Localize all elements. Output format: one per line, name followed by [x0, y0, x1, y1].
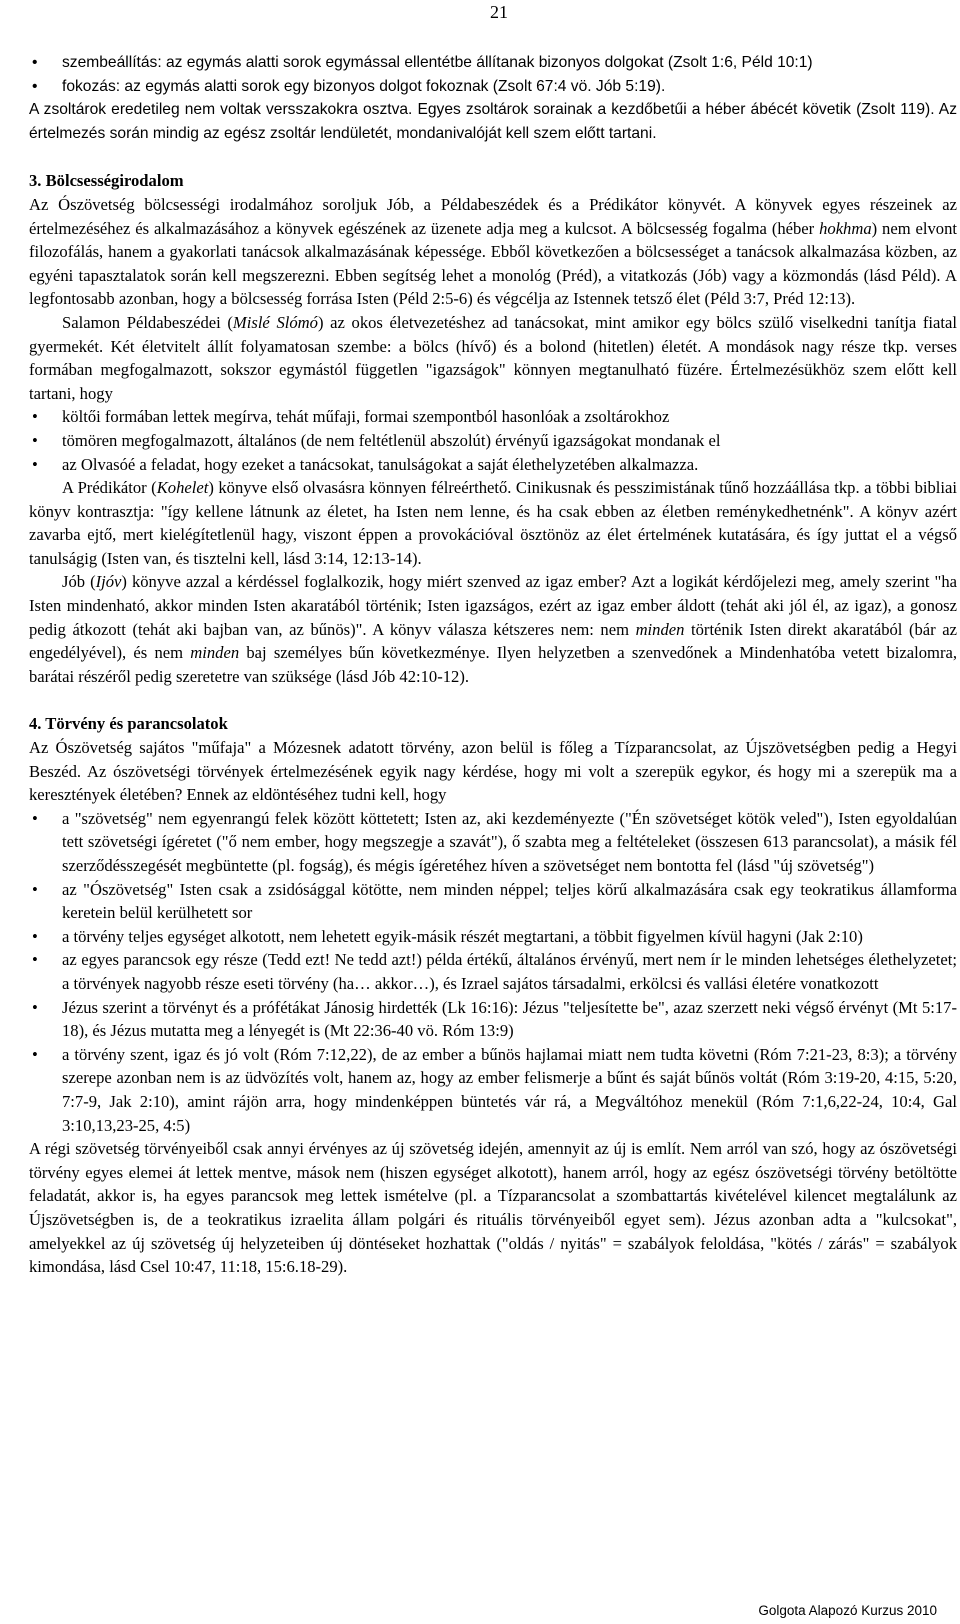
bullet-list — [29, 807, 957, 1137]
bullet-list — [29, 405, 957, 476]
paragraph: Salamon Példabeszédei (Mislé Slómó) az okos életvezetéshez ad tanácsokat, mint amikor egy bölcs szülő viselkedni tanítja fiatal gyermekét. Két életvitelt állít folyamatosan szembe: a bölcs (hívő) és a bolond (hitetlen) életét. A mondások nagy része tkp. verses formában megfogalmazott, sokszor egymástól független "igazságok" könnyen megtanulható füzére. Értelmezésükhöz szem előtt kell tartani, hogy — [29, 312, 957, 403]
intro-paragraph: A zsoltárok eredetileg nem voltak versszakokra osztva. Egyes zsoltárok sorainak a kezdőbetűi a héber ábécét követik (Zsolt 119). Az értelmezés során mindig az egész zsoltár lendületét, mondanivalóját kell szem előtt tartani. — [29, 101, 957, 142]
section-heading-4: 4. Törvény és parancsolatok — [29, 714, 228, 734]
list-item: • a törvény teljes egységet alkotott, nem lehetett egyik-másik részét megtartani, a többit figyelmen kívül hagyni (Jak 2:10) — [29, 925, 957, 949]
paragraph: Jób (Ijóv) könyve azzal a kérdéssel foglalkozik, hogy miért szenved az igaz ember? Azt a logikát kérdőjelezi meg, amely szerint "ha Isten mindenható, akkor minden Isten akaratából történik; Isten igazságos, ezért az igaz ember áldott (tehát aki jól él, az igaz), a gonosz pedig átkozott (tehát aki bajban van, az bűnös)". A könyv válasza kétszeres nem: nem minden történik Isten direkt akaratából (bár az engedélyével), és nem minden baj személyes bűn következménye. Ilyen helyzetben a szenvedőnek a Mindenhatóba vetett bizalomra, barátai részéről pedig szeretetre van szüksége (lásd Jób 42:10-12). — [29, 572, 957, 686]
list-item: • költői formában lettek megírva, tehát műfaji, formai szempontból hasonlóak a zsoltárokhoz — [29, 405, 957, 429]
list-item: • tömören megfogalmazott, általános (de nem feltétlenül abszolút) érvényű igazságokat mondanak el — [29, 429, 957, 453]
top-bullet-list — [29, 51, 957, 98]
paragraph: A Prédikátor (Kohelet) könyve első olvasásra könnyen félreérthető. Cinikusnak és pesszimistának tűnő hozzáállása tkp. a többi bibliai könyv kontrasztja: "így kellene látnunk az életet, ha Isten nem lenne, és ha csak ebben az életben reménykedhetnénk". A könyv azért zavarba ejtő, mert kielégítetlenül hagy, viszont éppen a provokációval ösztönöz az élet értelmének kutatására, és így juttat el a végső tanulságig (Isten van, és tisztelni kell, lásd 3:14, 12:13-14). — [29, 478, 957, 568]
page-number: 21 — [490, 2, 508, 22]
paragraph: Az Ószövetség sajátos "műfaja" a Mózesnek adatott törvény, azon belül is főleg a Tízparancsolat, az Újszövetségben pedig a Hegyi Beszéd. Az ószövetségi törvények értelmezésének egyik nagy kérdése, hogy mi volt a szerepük egykor, és hogy mi a szerepük ma a keresztények életében? Ennek az eldöntéséhez tudni kell, hogy — [29, 738, 957, 805]
list-item: • a törvény szent, igaz és jó volt (Róm 7:12,22), de az ember a bűnös hajlamai miatt nem tudta követni (Róm 7:21-23, 8:3); a törvény szerepe azonban nem is az üdvözítés volt, hanem az, hogy az ember felismerje a bűnt és saját bűnös voltát (Róm 3:19-20, 4:15, 5:20, 7:7-9, Jak 2:10), amint rájön arra, hogy mindenképpen büntetés vár rá, a Megváltóhoz menekül (Róm 7:1,6,22-24, 10:4, Gal 3:10,13,23-25, 4:5) — [29, 1043, 957, 1137]
page-body — [29, 51, 957, 1279]
list-item: • az Olvasóé a feladat, hogy ezeket a tanácsokat, tanulságokat a saját élethelyzetében alkalmazza. — [29, 453, 957, 477]
paragraph: Az Ószövetség bölcsességi irodalmához soroljuk Jób, a Példabeszédek és a Prédikátor könyvét. A könyvek egyes részeinek az értelmezéséhez és alkalmazásához a könyvek egészének az üzenete adja meg a kulcsot. A bölcsesség fogalma (héber hokhma) nem elvont filozofálás, hanem a gyakorlati tanácsok alkalmazásának képessége. Ebből következően a bölcsességet a tanácsok alkalmazása közben, az egyéni tapasztalatok során kell megszerezni. Ebben segítség lehet a monológ (Préd), a vitatkozás (Jób) vagy a közmondás (lásd Péld). A legfontosabb azonban, hogy a bölcsesség forrása Isten (Péld 2:5-6) és végcélja az Istennek tetsző élet (Péld 3:7, Préd 12:13). — [29, 194, 958, 309]
document-page — [29, 0, 957, 1624]
list-item: • a "szövetség" nem egyenrangú felek között köttetett; Isten az, aki kezdeményezte ("Én szövetséget kötök veled"), Isten egyoldalúan tett szövetségi ígéretet ("ő nem ember, hogy megszegje a szavát"), ő szabta meg a feltételeket (összesen 613 parancsolat), a másik fél szerződésszegését megbüntette (pl. fogság), és mégis ígéretéhez híven a szövetséget nem bontotta fel (lásd "új szövetség") — [29, 807, 957, 878]
paragraph: A régi szövetség törvényeiből csak annyi érvényes az új szövetség idején, amennyit az új is említ. Nem arról van szó, hogy az ószövetségi törvény egyes elemei át lettek mentve, mások nem (hiszen egységet alkotott), hanem arról, hogy az egész ószövetségi törvény betöltötte feladatát, akkor is, ha egyes parancsok meg lettek ismételve (pl. a Tízparancsolat a szombattartás kivételével kilencet megtalálunk az Újszövetségben is, de a teokratikus izraelita állam polgári és rituális törvényeiből egyet sem). Jézus azonban adta a "kulcsokat", amelyekkel az új szövetség új helyzeteiben új döntéseket hozhattak ("oldás / nyitás" = szabályok feloldása, "kötés / zárás" = szabályok kimondása, lásd Csel 10:47, 11:18, 15:6.18-29). — [29, 1139, 957, 1277]
footer-text: Golgota Alapozó Kurzus 2010 — [758, 1603, 937, 1618]
list-item: • az "Ószövetség" Isten csak a zsidósággal kötötte, nem minden néppel; teljes körű alkalmazására csak egy teokratikus államforma keretein belül kerülhetett sor — [29, 878, 957, 925]
list-item: • fokozás: az egymás alatti sorok egy bizonyos dolgot fokoznak (Zsolt 67:4 vö. Jób 5:19). — [29, 75, 957, 99]
list-item: • Jézus szerint a törvényt és a prófétákat Jánosig hirdették (Lk 16:16): Jézus "teljesítette be", azaz szerzett neki végső érvényt (Mt 5:17-18), és Jézus mutatta meg a lényegét is (Mt 22:36-40 vö. Róm 13:9) — [29, 996, 957, 1043]
list-item: • az egyes parancsok egy része (Tedd ezt! Ne tedd azt!) példa értékű, általános érvényű, mert nem ír le minden lehetséges élethelyzetet; a törvények nagyobb része eseti törvény (ha… akkor…), és Izrael sajátos társadalmi, erkölcsi és vallási életére vonatkozott — [29, 948, 957, 995]
list-item: • szembeállítás: az egymás alatti sorok egymással ellentétbe állítanak bizonyos dolgokat (Zsolt 1:6, Péld 10:1) — [29, 51, 957, 75]
section-heading-3: 3. Bölcsességirodalom — [29, 171, 184, 191]
